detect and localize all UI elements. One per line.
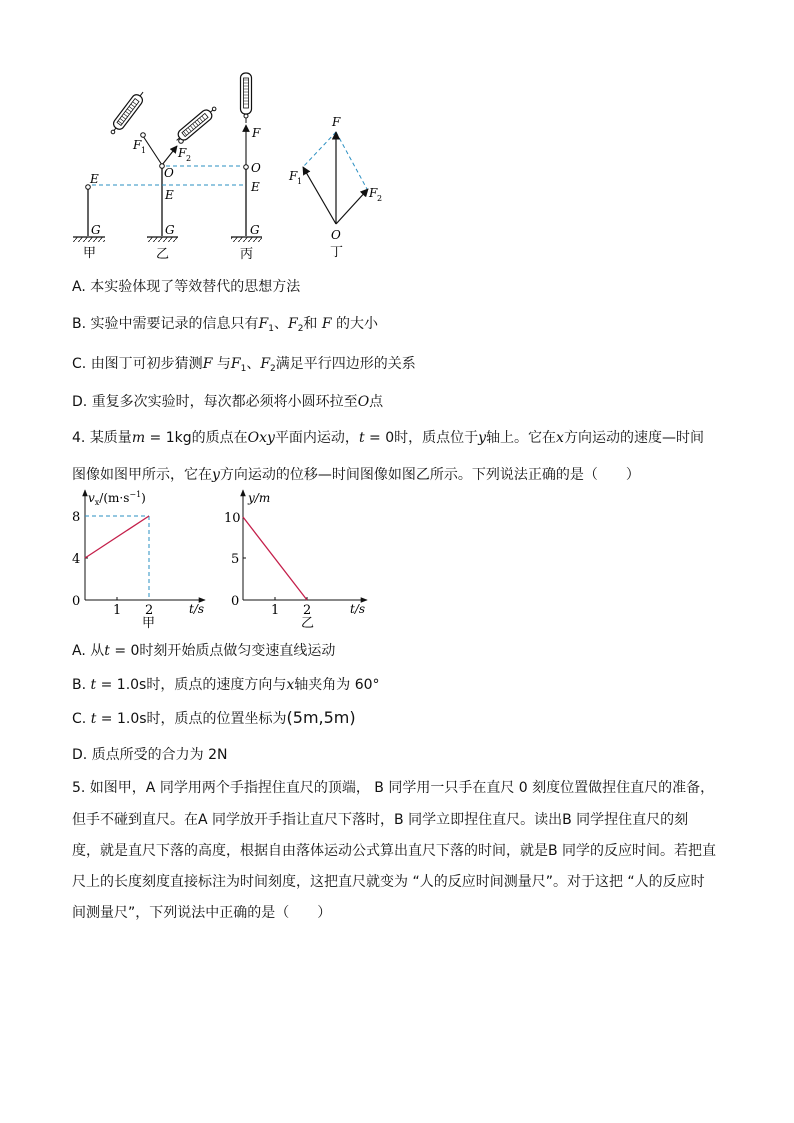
graph-b-tick-y10: 10 — [224, 511, 241, 526]
graph-a-tick-x2: 2 — [145, 603, 154, 618]
caption-jia: 甲 — [83, 246, 97, 261]
panel-bing — [231, 73, 262, 242]
graph-b-ylabel: y/m — [248, 491, 271, 505]
graph-a-tick-y4: 4 — [72, 552, 81, 567]
svg-text:F: F — [332, 115, 341, 129]
graph-b-caption: 乙 — [301, 616, 315, 631]
svg-text:2: 2 — [186, 154, 192, 163]
q5-line-1: 5. 如图甲，A 同学用两个手指捏住直尺的顶端， B 同学用一只手在直尺 0 刻度位置做捏住直尺的准备， — [72, 780, 715, 796]
q4-option-d: D. 质点所受的合力为 2N — [72, 747, 228, 763]
graph-b-tick-y0: 0 — [231, 594, 240, 609]
caption-bing: 丙 — [240, 247, 254, 262]
label-G: G — [91, 223, 101, 237]
q3-option-b: B. 实验中需要记录的信息只有$F_1$、$F_2$和 F 的大小 — [72, 316, 379, 334]
graph-a-ylabel: $v_x/(m\cdot s^{-1})$ — [88, 490, 146, 507]
panel-ding — [288, 115, 382, 242]
caption-yi: 乙 — [156, 247, 170, 262]
graph-a-caption: 甲 — [142, 616, 156, 631]
q4-option-c: C. t = 1.0s时，质点的位置坐标为(5m,5m) — [72, 708, 356, 727]
q3-figure — [60, 66, 400, 266]
caption-ding: 丁 — [330, 245, 344, 260]
q5-line-2: 但手不碰到直尺。在A 同学放开手指让直尺下落时，B 同学立即捏住直尺。读出B 同学捏住直尺的刻 — [72, 812, 689, 828]
graph-a-series-line — [85, 516, 149, 558]
q5-line-4: 尺上的长度刻度直接标注为时间刻度，这把直尺就变为 “人的反应时间测量尺”。对于这把 “人的反应时 — [72, 874, 705, 890]
svg-text:E: E — [165, 188, 174, 202]
q4-stem-line2: 图像如图甲所示，它在y方向运动的位移—时间图像如图乙所示。下列说法正确的是（ ） — [72, 467, 640, 483]
spring-scale-left — [107, 89, 147, 137]
svg-text:G: G — [250, 223, 260, 237]
svg-text:E: E — [251, 180, 260, 194]
svg-text:O: O — [251, 161, 261, 175]
svg-text:1: 1 — [141, 146, 147, 155]
panel-yi — [107, 89, 219, 242]
svg-text:O: O — [164, 166, 174, 180]
label-E: E — [90, 172, 99, 186]
spring-scale-vertical — [241, 73, 252, 114]
graph-b-tick-x2: 2 — [303, 603, 312, 618]
q5-line-3: 度，就是直尺下落的高度，根据自由落体运动公式算出直尺下落的时间，就是B 同学的反应时间。若把直 — [72, 843, 717, 859]
graph-b-tick-y5: 5 — [231, 552, 240, 567]
svg-text:O: O — [331, 228, 341, 242]
svg-text:F: F — [133, 138, 142, 152]
graph-b-series-line — [243, 517, 307, 600]
graph-a-tick-y8: 8 — [72, 510, 81, 525]
q4-stem-line1: 4. 某质量m = 1kg的质点在Oxy平面内运动，t = 0时，质点位于y轴上。它在x方向运动的速度—时间 — [72, 430, 704, 446]
q3-option-a: A. 本实验体现了等效替代的思想方法 — [72, 279, 301, 295]
spring-scale-right — [173, 104, 219, 145]
q5-line-5: 间测量尺”，下列说法中正确的是（ ） — [72, 905, 332, 921]
graph-a-tick-x1: 1 — [113, 603, 122, 618]
svg-text:F: F — [252, 126, 261, 140]
svg-text:F: F — [369, 186, 378, 200]
graph-a-tick-y0: 0 — [72, 594, 81, 609]
svg-text:F: F — [289, 169, 298, 183]
q3-option-d: D. 重复多次实验时，每次都必须将小圆环拉至O点 — [72, 394, 384, 410]
graph-b-xlabel: t/s — [350, 602, 366, 616]
q4-option-a: A. 从t = 0时刻开始质点做匀变速直线运动 — [72, 643, 336, 659]
svg-text:1: 1 — [297, 177, 303, 186]
q4-graphs — [60, 485, 380, 633]
graph-b-tick-x1: 1 — [271, 603, 280, 618]
q3-option-c: C. 由图丁可初步猜测F 与$F_1$、$F_2$满足平行四边形的关系 — [72, 356, 416, 374]
svg-text:G: G — [165, 223, 175, 237]
q4-option-b: B. t = 1.0s时，质点的速度方向与x轴夹角为 60° — [72, 677, 380, 693]
svg-text:F: F — [178, 146, 187, 160]
panel-jia — [73, 172, 105, 242]
graph-a-xlabel: t/s — [189, 602, 205, 616]
svg-text:2: 2 — [377, 194, 383, 203]
